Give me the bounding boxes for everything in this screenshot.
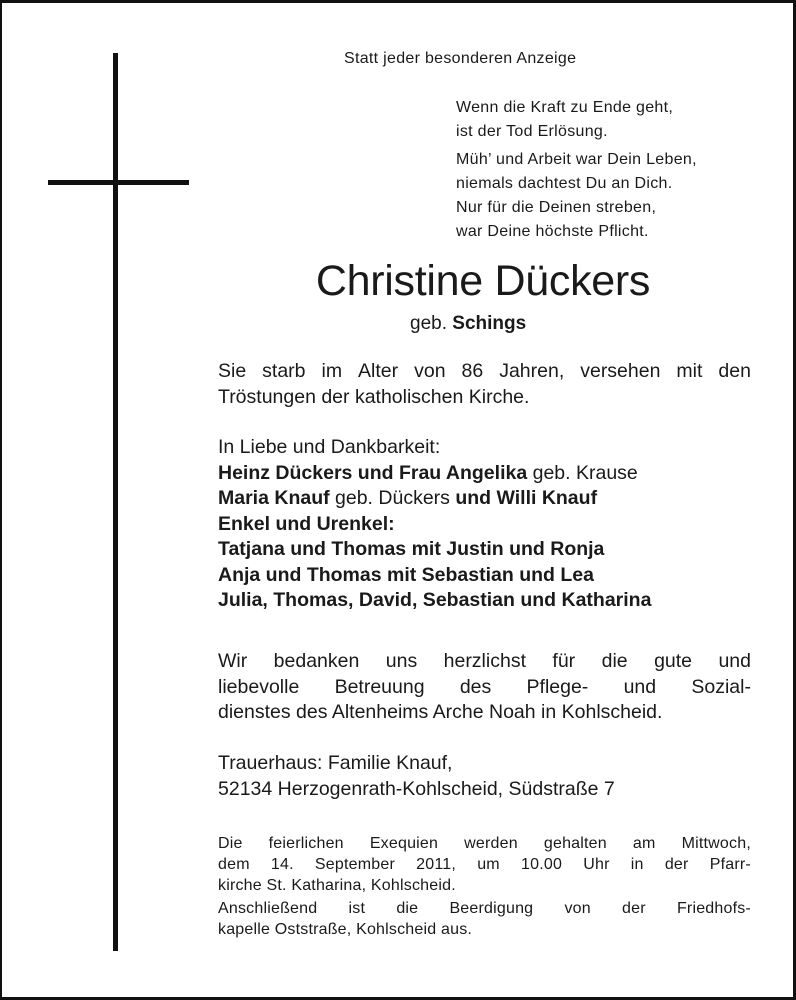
family-name: Heinz Dückers und Frau Angelika bbox=[218, 461, 528, 484]
word: Mittwoch, bbox=[681, 835, 751, 852]
notice-header: Statt jeder besonderen Anzeige bbox=[344, 50, 577, 67]
poem-line: niemals dachtest Du an Dich. bbox=[456, 175, 673, 192]
maiden-name: Schings bbox=[452, 313, 527, 334]
poem bbox=[456, 96, 697, 244]
word: Anschließend bbox=[218, 900, 318, 917]
deceased-name: Christine Dückers bbox=[315, 257, 651, 305]
service-line-3: kirche St. Katharina, Kohlscheid. bbox=[218, 877, 456, 894]
word: die bbox=[601, 650, 628, 672]
word: herzlichst bbox=[443, 650, 526, 672]
word: starb bbox=[262, 360, 306, 382]
death-note bbox=[218, 359, 751, 410]
family-note: geb. Dückers bbox=[329, 487, 456, 509]
poem-line: Wenn die Kraft zu Ende geht, bbox=[456, 99, 674, 116]
cross-horizontal-bar bbox=[48, 180, 189, 185]
word: Pflege- bbox=[526, 675, 589, 698]
word: September bbox=[314, 856, 395, 873]
word: gehalten bbox=[543, 835, 607, 852]
thanks-line-3: dienstes des Altenheims Arche Noah in Kohlscheid. bbox=[218, 701, 663, 723]
thanks-line-1 bbox=[218, 649, 751, 675]
word: mit bbox=[676, 360, 703, 382]
word: versehen bbox=[580, 360, 661, 382]
word: gute bbox=[654, 650, 693, 672]
cross-vertical-bar bbox=[113, 53, 118, 951]
family-note: geb. Krause bbox=[527, 461, 638, 484]
thanks-paragraph bbox=[218, 649, 751, 726]
word: 2011, bbox=[416, 856, 457, 873]
word: und bbox=[718, 650, 751, 672]
service-line-4 bbox=[218, 898, 751, 919]
family-row bbox=[218, 461, 751, 487]
family-row: Anja und Thomas mit Sebastian und Lea bbox=[218, 563, 594, 586]
poem-line: war Deine höchste Pflicht. bbox=[456, 223, 649, 240]
word: uns bbox=[385, 650, 418, 672]
word: ist bbox=[348, 900, 366, 917]
word: Exequien bbox=[369, 835, 439, 852]
family-row: Tatjana und Thomas mit Justin und Ronja bbox=[218, 538, 605, 560]
family-intro: In Liebe und Dankbarkeit: bbox=[218, 436, 441, 458]
mourning-house bbox=[218, 751, 751, 802]
word: Betreuung bbox=[334, 675, 425, 698]
word: den bbox=[718, 360, 751, 382]
service-line-2 bbox=[218, 854, 751, 875]
mourning-house-line-1: Trauerhaus: Familie Knauf, bbox=[218, 752, 453, 774]
poem-line: Müh’ und Arbeit war Dein Leben, bbox=[456, 151, 697, 168]
word: Sozial- bbox=[691, 675, 751, 698]
word: im bbox=[321, 360, 343, 382]
word: 10.00 bbox=[521, 856, 563, 873]
word: in bbox=[630, 856, 644, 873]
word: am bbox=[632, 835, 656, 852]
word: liebevolle bbox=[218, 675, 300, 698]
word: feierlichen bbox=[268, 835, 344, 852]
poem-stanza-2 bbox=[456, 148, 697, 244]
word: Alter bbox=[358, 360, 399, 382]
word: für bbox=[552, 650, 576, 672]
word: werden bbox=[464, 835, 518, 852]
service-info bbox=[218, 833, 751, 940]
service-line-5: kapelle Oststraße, Kohlscheid aus. bbox=[218, 921, 473, 938]
word: und bbox=[623, 675, 657, 698]
death-note-line-2: Tröstungen der katholischen Kirche. bbox=[218, 385, 530, 408]
word: bedanken bbox=[273, 650, 360, 672]
family-row bbox=[218, 486, 751, 512]
poem-stanza-1 bbox=[456, 96, 697, 144]
death-note-line-1 bbox=[218, 359, 751, 385]
birth-prefix: geb. bbox=[410, 313, 447, 334]
word: der bbox=[664, 856, 689, 873]
word: Jahren, bbox=[499, 360, 565, 382]
poem-line: Nur für die Deinen streben, bbox=[456, 199, 657, 216]
word: der bbox=[622, 900, 646, 917]
word: die bbox=[396, 900, 419, 917]
word: um bbox=[477, 856, 500, 873]
family-name: und Willi Knauf bbox=[455, 487, 598, 509]
word: 14. bbox=[270, 856, 294, 873]
birth-name bbox=[410, 313, 526, 335]
word: des bbox=[459, 675, 492, 698]
poem-line: ist der Tod Erlösung. bbox=[456, 123, 608, 140]
service-line-1 bbox=[218, 833, 751, 854]
word: von bbox=[564, 900, 591, 917]
family-row: Enkel und Urenkel: bbox=[218, 512, 395, 535]
family-row: Julia, Thomas, David, Sebastian und Katharina bbox=[218, 589, 652, 611]
word: Uhr bbox=[583, 856, 610, 873]
word: Friedhofs- bbox=[676, 900, 751, 917]
mourning-house-address: 52134 Herzogenrath-Kohlscheid, Südstraße 7 bbox=[218, 777, 615, 800]
family-list bbox=[218, 435, 751, 614]
word: Beerdigung bbox=[449, 900, 534, 917]
word: von bbox=[414, 360, 446, 382]
word: dem bbox=[218, 856, 250, 873]
word: Pfarr- bbox=[709, 856, 751, 873]
word: Sie bbox=[218, 360, 247, 382]
family-name: Maria Knauf bbox=[218, 487, 330, 509]
word: Die bbox=[218, 835, 243, 852]
word: Wir bbox=[218, 650, 248, 672]
thanks-line-2 bbox=[218, 675, 751, 701]
word: 86 bbox=[461, 360, 484, 382]
